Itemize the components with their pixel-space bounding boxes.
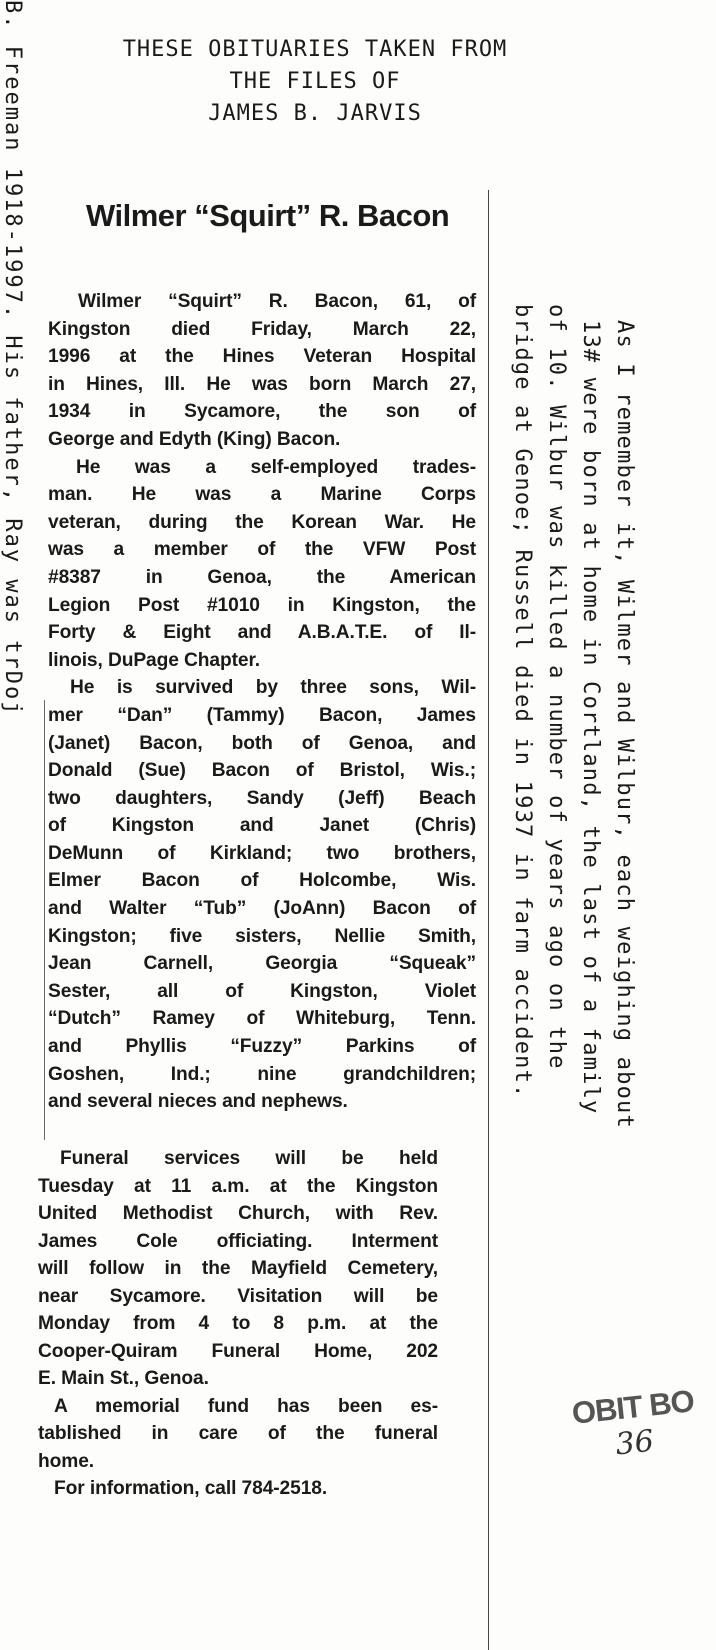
obituary-line: was a member of the VFW Post (48, 539, 476, 561)
header-line: THE FILES OF (229, 69, 401, 94)
obituary-line: Forty & Eight and A.B.A.T.E. of Il- (48, 622, 476, 644)
funeral-line: A memorial fund has been es- (54, 1395, 438, 1417)
header-line: JAMES B. JARVIS (208, 101, 422, 126)
obituary-line: Sester, all of Kingston, Violet (48, 980, 476, 1002)
clipping-edge-left (44, 700, 45, 1140)
obituary-line: 1996 at the Hines Veteran Hospital (48, 346, 476, 368)
obituary-line: Kingston; five sisters, Nellie Smith, (48, 925, 476, 947)
funeral-line: tablished in care of the funeral (38, 1423, 438, 1444)
page-header (60, 34, 570, 130)
obituary-line: Jean Carnell, Georgia “Squeak” (48, 953, 476, 975)
obituary-line: and Walter “Tub” (JoAnn) Bacon of (48, 898, 476, 920)
obituary-clipping (38, 190, 492, 1530)
obituary-body (48, 288, 476, 1116)
obituary-line: veteran, during the Korean War. He (48, 511, 476, 533)
obituary-line: and several nieces and nephews. (48, 1091, 348, 1113)
right-margin-note-line: As I remember it, Wilmer and Wilbur, each weighing about (612, 320, 637, 1129)
obituary-line: Legion Post #1010 in Kingston, the (48, 594, 476, 616)
obituary-line: Donald (Sue) Bacon of Bristol, Wis.; (48, 760, 476, 782)
funeral-line: will follow in the Mayfield Cemetery, (38, 1258, 438, 1279)
right-margin-note-line: of 10. Wilbur was killed a number of years ago on the (544, 304, 569, 1070)
right-margin-note-line: 13# were born at home in Cortland, the last of a family (578, 320, 603, 1115)
obituary-line: in Hines, Ill. He was born March 27, (48, 373, 476, 395)
right-margin-note-line: bridge at Genoe; Russell died in 1937 in farm accident. (510, 304, 535, 1099)
obituary-line: #8387 in Genoa, the American (48, 566, 476, 588)
obit-book-stamp (570, 1380, 716, 1475)
funeral-line: home. (38, 1450, 95, 1472)
obituary-headline: Wilmer “Squirt” R. Bacon (86, 198, 450, 233)
left-margin-note (0, 0, 40, 760)
obituary-line: of Kingston and Janet (Chris) (48, 815, 476, 837)
stamp-text: OBIT BO (570, 1383, 696, 1431)
funeral-line: near Sycamore. Visitation will be (38, 1285, 438, 1307)
funeral-line: E. Main St., Genoa. (38, 1368, 209, 1389)
header-line: THESE OBITUARIES TAKEN FROM (122, 37, 508, 62)
obituary-line: Kingston died Friday, March 22, (48, 318, 476, 340)
obituary-line: 1934 in Sycamore, the son of (48, 401, 476, 423)
obituary-line: two daughters, Sandy (Jeff) Beach (48, 787, 476, 809)
obituary-line: DeMunn of Kirkland; two brothers, (48, 842, 476, 864)
funeral-line: Funeral services will be held (60, 1148, 438, 1169)
left-margin-note-text: B. Freeman 1918-1997. His father, Ray was trDoj (0, 0, 25, 717)
obituary-line: Elmer Bacon of Holcombe, Wis. (48, 870, 476, 892)
funeral-line: For information, call 784-2518. (54, 1478, 328, 1499)
obituary-line: and Phyllis “Fuzzy” Parkins of (48, 1036, 476, 1058)
obituary-line: He is survived by three sons, Wil- (70, 677, 476, 699)
funeral-line: Tuesday at 11 a.m. at the Kingston (38, 1175, 438, 1197)
obituary-line: Wilmer “Squirt” R. Bacon, 61, of (78, 291, 476, 312)
funeral-line: United Methodist Church, with Rev. (38, 1203, 438, 1224)
obituary-line: Goshen, Ind.; nine grandchildren; (48, 1063, 476, 1085)
obituary-line: George and Edyth (King) Bacon. (48, 428, 341, 450)
handwritten-page-number: 36 (613, 1423, 656, 1463)
obituary-line: mer “Dan” (Tammy) Bacon, James (48, 704, 476, 726)
obituary-line: “Dutch” Ramey of Whiteburg, Tenn. (48, 1008, 476, 1030)
obituary-line: He was a self-employed trades- (76, 456, 476, 478)
obituary-funeral-details (38, 1145, 438, 1503)
funeral-line: Monday from 4 to 8 p.m. at the (38, 1313, 438, 1334)
right-margin-note (500, 304, 640, 1320)
obituary-line: man. He was a Marine Corps (48, 484, 476, 506)
obituary-line: linois, DuPage Chapter. (48, 649, 261, 671)
funeral-line: James Cole officiating. Interment (38, 1230, 438, 1252)
funeral-line: Cooper-Quiram Funeral Home, 202 (38, 1340, 438, 1362)
obituary-line: (Janet) Bacon, both of Genoa, and (48, 732, 476, 754)
